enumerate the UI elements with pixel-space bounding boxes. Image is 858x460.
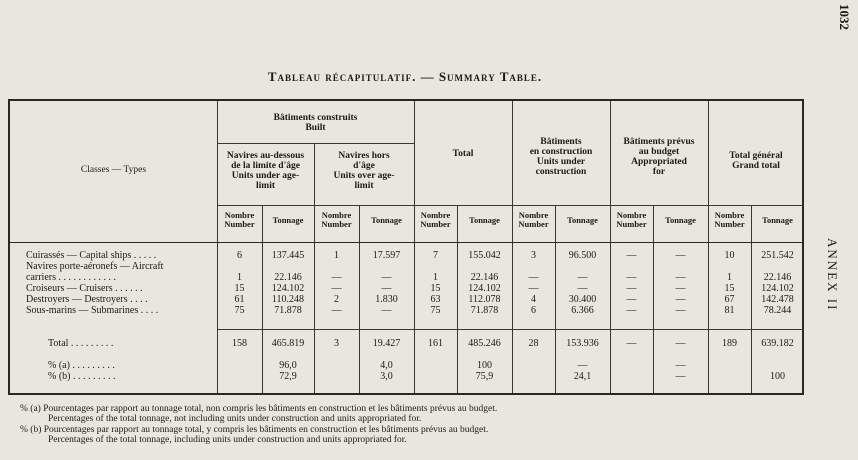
under-age-en1: Units under age-: [231, 171, 300, 181]
table-row-cell: 75: [430, 305, 441, 316]
number-label: Number: [224, 219, 255, 229]
table-row-cell: 124.102: [468, 283, 501, 294]
table-row-cell: —: [626, 294, 637, 305]
budget-en1: Appropriated: [631, 157, 687, 167]
table-row-cell: 112.078: [468, 294, 501, 305]
total-row-cell: 153.936: [566, 338, 599, 349]
table-row-cell: 3: [531, 250, 536, 261]
table-row-cell: —: [331, 305, 342, 316]
table-row-cell: 15: [724, 283, 735, 294]
nombre-number-header: [314, 211, 359, 229]
table-row-cell: —: [331, 283, 342, 294]
table-row-cell: 71.878: [470, 305, 499, 316]
total-rule: [217, 329, 804, 330]
constr-en2: construction: [535, 167, 587, 177]
pct-b-row-cell: 3,0: [380, 371, 393, 382]
budget-fr1: Bâtiments prévus: [623, 137, 695, 147]
total-row-cell: 189: [722, 338, 737, 349]
pct-a-row-cell: 96,0: [279, 360, 297, 371]
budget-en2: for: [652, 167, 666, 177]
table-row-cell: 1: [433, 272, 438, 283]
table-row-cell: 15: [234, 283, 245, 294]
header-bottom-rule: [10, 242, 804, 243]
footnote-a-en: Percentages of the total tonnage, not including units under construction and units appropriated for.: [48, 414, 422, 424]
table-row-label: Croiseurs — Cruisers . . . . . .: [26, 283, 143, 294]
over-age-fr1: Navires hors: [338, 151, 390, 161]
footnote-b-en: Percentages of the total tonnage, including units under construction and units appropriated for.: [48, 435, 407, 445]
classes-header: Classes — Types: [80, 165, 147, 175]
constr-fr1: Bâtiments: [540, 137, 582, 147]
table-row-label: Navires porte-aéronefs — Aircraft: [26, 261, 164, 272]
nombre-number-header: [512, 211, 555, 229]
table-title: Tableau récapitulatif. — Summary Table.: [267, 69, 543, 84]
nombre-label: Nombre: [518, 210, 549, 220]
table-row-cell: 1: [237, 272, 242, 283]
table-row-cell: —: [381, 272, 392, 283]
over-age-fr2: d'âge: [353, 161, 375, 171]
budget-header: [610, 137, 708, 177]
grand-fr: Total général: [729, 151, 783, 161]
col-divider: [217, 101, 218, 393]
total-row-cell: 465.819: [271, 338, 305, 349]
table-row-cell: 1: [334, 250, 339, 261]
table-row-cell: 1: [727, 272, 732, 283]
pct-b-row-cell: 75,9: [475, 371, 494, 382]
number-label: Number: [616, 219, 647, 229]
table-row-cell: 22.146: [470, 272, 499, 283]
table-row-label: carriers . . . . . . . . . . . .: [26, 272, 116, 283]
table-row-cell: 71.878: [274, 305, 302, 316]
table-row-cell: 7: [433, 250, 438, 261]
tonnage-header: Tonnage: [272, 215, 304, 225]
pct-a-row-cell: —: [675, 360, 686, 371]
total-header: Total: [452, 149, 474, 159]
table-row-cell: 124.102: [271, 283, 305, 294]
table-row-cell: —: [675, 305, 686, 316]
table-row-cell: —: [626, 305, 637, 316]
table-row-cell: 81: [724, 305, 735, 316]
pct-a-row-cell: —: [577, 360, 588, 371]
table-row-cell: 61: [234, 294, 245, 305]
pct-a-row-cell: 100: [477, 360, 492, 371]
table-row-cell: —: [675, 250, 686, 261]
table-row-cell: 110.248: [271, 294, 305, 305]
pct-a-row-cell: 4,0: [380, 360, 393, 371]
number-label: Number: [420, 219, 451, 229]
under-age-fr2: de la limite d'âge: [231, 161, 300, 171]
table-row-cell: 1.830: [375, 294, 398, 305]
table-row-label: Cuirassés — Capital ships . . . . .: [26, 250, 157, 261]
over-age-en2: limit: [354, 181, 374, 191]
table-row-cell: 96.500: [568, 250, 597, 261]
header-rule: [217, 205, 804, 206]
table-row-cell: 6: [237, 250, 242, 261]
pct-b-row-cell: —: [675, 371, 686, 382]
number-label: Number: [321, 219, 352, 229]
annex-label: ANNEX II: [825, 238, 840, 312]
table-row-cell: —: [577, 283, 588, 294]
table-row-cell: 67: [724, 294, 735, 305]
constr-en1: Units under: [536, 157, 586, 167]
total-row-cell: 158: [232, 338, 247, 349]
tonnage-header: Tonnage: [469, 215, 500, 225]
table-row-cell: 17.597: [372, 250, 401, 261]
table-row-cell: —: [626, 250, 637, 261]
table-row-cell: 15: [430, 283, 441, 294]
built-en: Built: [305, 123, 326, 133]
grand-total-header: [708, 151, 804, 171]
tonnage-header: Tonnage: [762, 215, 793, 225]
table-row-cell: 22.146: [763, 272, 792, 283]
page-number: 1032: [837, 4, 852, 30]
table-row-cell: —: [626, 283, 637, 294]
table-row-cell: —: [528, 283, 539, 294]
pct-a-row-label: % (a) . . . . . . . . .: [48, 360, 115, 371]
table-row-label: Sous-marins — Submarines . . . .: [26, 305, 159, 316]
built-header: [217, 113, 414, 133]
grand-en: Grand total: [732, 161, 780, 171]
table-row-cell: 155.042: [468, 250, 501, 261]
table-row-cell: 10: [724, 250, 735, 261]
total-row-cell: —: [626, 338, 637, 349]
total-row-cell: 485.246: [468, 338, 501, 349]
table-row-cell: —: [381, 283, 392, 294]
tonnage-header: Tonnage: [567, 215, 598, 225]
summary-table: [8, 99, 804, 395]
nombre-label: Nombre: [321, 210, 352, 220]
budget-fr2: au budget: [638, 147, 680, 157]
total-row-cell: 639.182: [761, 338, 794, 349]
under-age-header: [217, 151, 314, 191]
header-rule: [217, 143, 414, 144]
table-row-cell: 2: [334, 294, 339, 305]
table-row-cell: —: [675, 272, 686, 283]
nombre-number-header: [414, 211, 457, 229]
total-row-cell: 161: [428, 338, 443, 349]
table-row-cell: —: [381, 305, 392, 316]
footnote-b-fr: % (b) Pourcentages par rapport au tonnage total, y compris les bâtiments en construction et les bâtiments prévus au budget.: [20, 425, 489, 435]
col-divider: [708, 101, 709, 393]
table-row-cell: —: [528, 272, 539, 283]
total-row-label: Total . . . . . . . . .: [48, 338, 114, 349]
under-age-fr1: Navires au-dessous: [226, 151, 305, 161]
footnote-a-fr: % (a) Pourcentages par rapport au tonnage total, non compris les bâtiments en construction et les bâtiments prévus au budget.: [20, 404, 498, 414]
table-row-cell: 4: [531, 294, 536, 305]
table-row-cell: 6: [531, 305, 536, 316]
nombre-label: Nombre: [616, 210, 647, 220]
table-row-label: Destroyers — Destroyers . . . .: [26, 294, 148, 305]
pct-b-row-cell: 24,1: [573, 371, 592, 382]
pct-b-row-cell: 72,9: [279, 371, 297, 382]
table-row-cell: —: [577, 272, 588, 283]
total-row-cell: —: [675, 338, 686, 349]
over-age-header: [314, 151, 414, 191]
over-age-en1: Units over age-: [333, 171, 395, 181]
total-row-cell: 3: [334, 338, 339, 349]
table-row-cell: —: [675, 283, 686, 294]
pct-b-row-cell: 100: [770, 371, 785, 382]
nombre-number-header: [708, 211, 751, 229]
number-label: Number: [714, 219, 745, 229]
table-row-cell: —: [675, 294, 686, 305]
table-row-cell: 6.366: [571, 305, 594, 316]
table-row-cell: 78.244: [763, 305, 792, 316]
table-row-cell: 30.400: [568, 294, 597, 305]
under-age-en2: limit: [256, 181, 275, 191]
table-row-cell: 63: [430, 294, 441, 305]
nombre-number-header: [610, 211, 653, 229]
tonnage-header: Tonnage: [371, 215, 402, 225]
tonnage-header: Tonnage: [665, 215, 696, 225]
table-row-cell: 137.445: [271, 250, 305, 261]
table-row-cell: 142.478: [761, 294, 794, 305]
total-row-cell: 28: [528, 338, 539, 349]
nombre-label: Nombre: [420, 210, 451, 220]
table-row-cell: 251.542: [761, 250, 794, 261]
col-divider: [414, 101, 415, 393]
table-row-cell: 124.102: [761, 283, 794, 294]
table-row-cell: 22.146: [274, 272, 302, 283]
built-fr: Bâtiments construits: [273, 113, 358, 123]
pct-b-row-label: % (b) . . . . . . . . .: [48, 371, 116, 382]
construction-header: [512, 137, 610, 177]
constr-fr2: en construction: [529, 147, 593, 157]
nombre-label: Nombre: [224, 210, 255, 220]
table-row-cell: —: [331, 272, 342, 283]
table-row-cell: 75: [234, 305, 245, 316]
nombre-number-header: [217, 211, 262, 229]
total-row-cell: 19.427: [372, 338, 401, 349]
number-label: Number: [518, 219, 549, 229]
nombre-label: Nombre: [714, 210, 745, 220]
table-row-cell: —: [626, 272, 637, 283]
